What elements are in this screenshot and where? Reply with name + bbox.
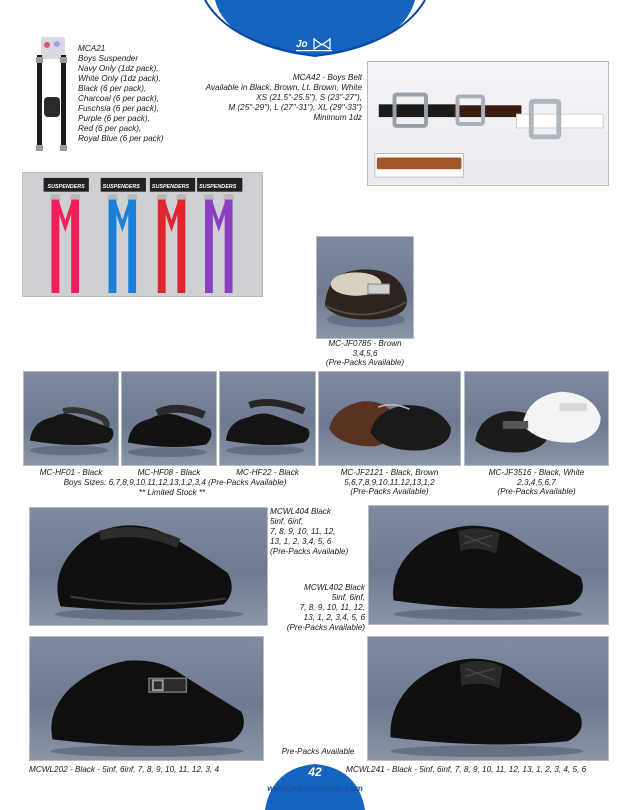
hf08-caption: MC-HF08 - Black [137, 468, 201, 477]
suspenders-label-1: SUSPENDERS [47, 183, 85, 190]
website-link[interactable]: www.jolenecanade.com [267, 783, 363, 793]
hf22-photo [219, 371, 316, 466]
mcwl241-caption: MCWL241 - Black - 5inf, 6inf, 7, 8, 9, 10, 11, 12, 13, 1, 2, 3, 4, 5, 6 [346, 765, 587, 774]
hf22-caption: MC-HF22 - Black [236, 468, 299, 477]
hf01-photo [23, 371, 119, 466]
mca21-photo [29, 37, 75, 155]
jf0785-photo [316, 236, 414, 339]
page-number: 42 [308, 765, 322, 779]
limited-stock: ** Limited Stock ** [138, 488, 206, 497]
mcwl402-photo [368, 505, 609, 625]
brand-logo [292, 33, 342, 55]
jf3516-caption: MC-JF3516 - Black, White 2,3,4,5,6,7 (Pre-Packs Available) [488, 468, 585, 497]
jf0785-caption: MC-JF0785 - Brown 3,4,5,6 (Pre-Packs Available) [325, 339, 405, 368]
suspenders-label-2: SUSPENDERS [102, 183, 140, 190]
hf01-caption: MC-HF01 - Black [39, 468, 103, 477]
mca42-description: MCA42 - Boys Belt Available in Black, Brown, Lt. Brown, White XS (21.5"-25.5"), S (23"-27"), M (25"-29"), L (27"-31"), XL (29"-33") Minimum 1dz [205, 73, 362, 122]
prepacks-note: Pre-Packs Available [281, 747, 355, 756]
logo-text: Jo [296, 39, 308, 50]
hf08-photo [121, 371, 217, 466]
mcwl404-photo [29, 507, 268, 626]
jf3516-photo [464, 371, 609, 466]
jf2121-caption: MC-JF2121 - Black, Brown 5,6,7,8,9,10,11,12,13,1,2 (Pre-Packs Available) [340, 468, 439, 497]
suspenders-label-3: SUSPENDERS [151, 183, 190, 190]
mcwl202-photo [29, 636, 264, 761]
mcwl202-caption: MCWL202 - Black - 5inf, 6inf, 7, 8, 9, 10, 11, 12, 3, 4 [29, 765, 220, 774]
mcwl241-photo [367, 636, 609, 761]
suspenders-label-4: SUSPENDERS [199, 183, 237, 190]
mca42-photo [367, 61, 609, 186]
mca21-description: MCA21 Boys Suspender Navy Only (1dz pack), White Only (1dz pack), Black (6 per pack), Charcoal (6 per pack), Fuschsia (6 per pack), Purple (6 per pack), Red (6 per pack), Royal Blue (6 per pack) [78, 44, 164, 143]
mcwl404-description: MCWL404 Black 5inf, 6inf, 7, 8, 9, 10, 11, 12, 13, 1, 2, 3,4, 5, 6 (Pre-Packs Available) [270, 507, 349, 556]
suspenders-display-photo [22, 172, 263, 297]
boys-sizes: Boys Sizes: 6,7,8,9,10,11,12,13,1,2,3,4 (Pre-Packs Available) [63, 478, 287, 487]
jf2121-photo [318, 371, 461, 466]
mcwl402-description: MCWL402 Black 5inf, 6inf, 7, 8, 9, 10, 11, 12, 13, 1, 2, 3,4, 5, 6 (Pre-Packs Available) [286, 583, 365, 632]
